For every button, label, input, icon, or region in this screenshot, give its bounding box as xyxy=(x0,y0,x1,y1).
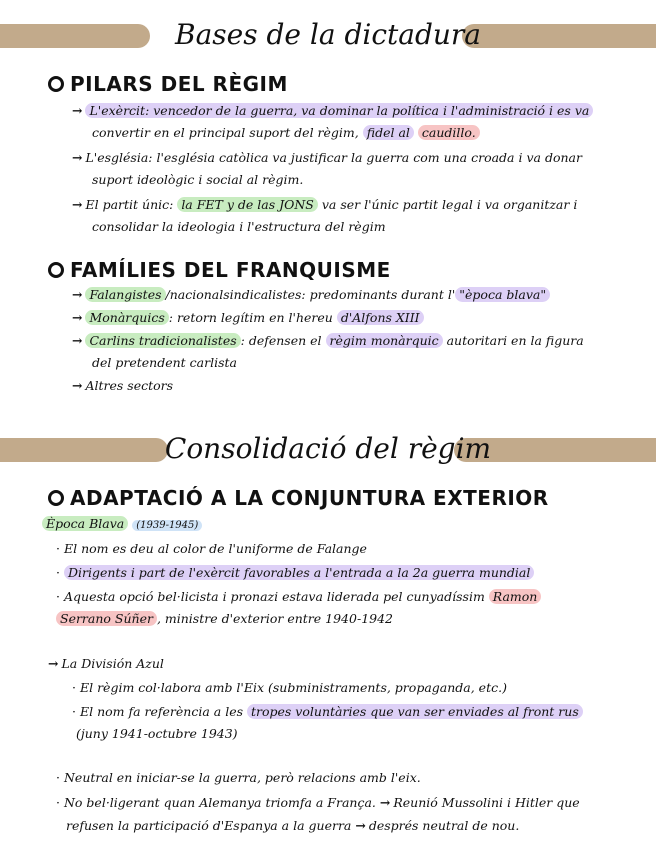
highlight-text: Carlins tradicionalistes xyxy=(85,333,240,348)
bullet-dot-icon: · xyxy=(72,680,76,695)
bullet-dot-icon: · xyxy=(56,589,60,604)
text: després neutral de nou. xyxy=(368,818,520,833)
text: : retorn legítim en l'hereu xyxy=(168,310,337,325)
family-altres xyxy=(72,376,173,396)
text: suport ideològic i social al règim. xyxy=(92,172,304,187)
arrow-icon: → xyxy=(72,103,83,118)
arrow-icon: → xyxy=(72,287,83,302)
family-falangistes xyxy=(72,285,550,305)
pilar-partit-line1 xyxy=(72,195,577,215)
highlight-text: Serrano Súñer xyxy=(56,611,157,626)
highlight-text: Dirigents i part de l'exèrcit favorables a l'entrada a la 2a guerra mundial xyxy=(64,565,534,580)
text: refusen la participació d'Espanya a la guerra xyxy=(66,818,352,833)
highlight-text: d'Alfons XIII xyxy=(337,310,424,325)
bullet-dot-icon: · xyxy=(56,795,60,810)
adaptacio-b1 xyxy=(56,539,367,559)
highlight-text: Ramon xyxy=(489,589,542,604)
text: Aquesta opció bel·licista i pronazi estava liderada pel cunyadíssim xyxy=(63,589,489,604)
arrow-icon: → xyxy=(72,197,83,212)
circle-bullet-icon xyxy=(48,76,64,92)
text: L'església: l'església catòlica va justificar la guerra com una croada i va donar xyxy=(85,150,582,165)
final-f3 xyxy=(66,816,519,836)
text: Altres sectors xyxy=(85,378,174,393)
text: El partit únic: xyxy=(85,197,178,212)
heading-adaptacio xyxy=(48,486,549,510)
text: (juny 1941-octubre 1943) xyxy=(76,726,238,741)
bullet-dot-icon: · xyxy=(56,565,60,580)
adaptacio-b3 xyxy=(56,587,541,607)
text: El nom fa referència a les xyxy=(79,704,247,719)
heading-text: PILARS DEL RÈGIM xyxy=(70,72,288,96)
section-band-consolidacio xyxy=(0,432,656,466)
highlight-text: Falangistes xyxy=(85,287,165,302)
divisio-s1 xyxy=(72,678,507,698)
highlight-text: la FET y de las JONS xyxy=(177,197,318,212)
divisio-s2 xyxy=(72,702,583,722)
text: Neutral en iniciar-se la guerra, però relacions amb l'eix. xyxy=(63,770,421,785)
pilar-esglesia-line2 xyxy=(92,170,303,190)
date-badge: (1939-1945) xyxy=(132,520,202,531)
text: va ser l'únic partit legal i va organitzar i xyxy=(317,197,578,212)
highlight-text: caudillo. xyxy=(418,125,480,140)
highlight-text: Època Blava xyxy=(42,516,128,531)
text: convertir en el principal suport del règim, xyxy=(92,125,363,140)
text: No bel·ligerant quan Alemanya triomfa a França. xyxy=(63,795,376,810)
family-carlins-line2 xyxy=(92,353,237,373)
highlight-text: Monàrquics xyxy=(85,310,168,325)
text: La División Azul xyxy=(61,656,164,671)
arrow-icon: → xyxy=(72,150,83,165)
arrow-icon: → xyxy=(72,333,83,348)
highlight-text: règim monàrquic xyxy=(326,333,443,348)
adaptacio-b4 xyxy=(56,609,393,629)
arrow-icon: → xyxy=(72,378,83,393)
bullet-dot-icon: · xyxy=(56,541,60,556)
heading-families xyxy=(48,258,391,282)
heading-pilars xyxy=(48,72,288,96)
text: /nacionalsindicalistes: predominants durant l' xyxy=(165,287,456,302)
arrow-icon: → xyxy=(379,795,391,810)
adaptacio-b2 xyxy=(56,563,534,583)
highlight-text: "època blava" xyxy=(455,287,550,302)
text: del pretendent carlista xyxy=(92,355,237,370)
text: El nom es deu al color de l'uniforme de Falange xyxy=(63,541,367,556)
arrow-icon: → xyxy=(72,310,83,325)
highlight-text: tropes voluntàries que van ser enviades al front rus xyxy=(247,704,583,719)
circle-bullet-icon xyxy=(48,490,64,506)
bullet-dot-icon: · xyxy=(56,770,60,785)
pilar-exercit-line2 xyxy=(92,123,480,143)
section-title: Bases de la dictadura xyxy=(175,18,481,51)
bullet-dot-icon: · xyxy=(72,704,76,719)
final-f1 xyxy=(56,768,421,788)
text: : defensen el xyxy=(240,333,326,348)
text: Reunió Mussolini i Hitler que xyxy=(393,795,580,810)
section-title: Consolidació del règim xyxy=(164,432,492,465)
family-carlins-line1 xyxy=(72,331,584,351)
final-f2 xyxy=(56,793,580,813)
family-monarquics xyxy=(72,308,424,328)
pilar-esglesia-line1 xyxy=(72,148,582,168)
text: consolidar la ideologia i l'estructura del règim xyxy=(92,219,386,234)
section-band-bases xyxy=(0,18,656,52)
text: , ministre d'exterior entre 1940-1942 xyxy=(156,611,394,626)
text: El règim col·labora amb l'Eix (subministraments, propaganda, etc.) xyxy=(79,680,507,695)
highlight-text: fidel al xyxy=(363,125,414,140)
heading-text: ADAPTACIÓ A LA CONJUNTURA EXTERIOR xyxy=(70,486,549,510)
text: autoritari en la figura xyxy=(442,333,584,348)
arrow-icon: → xyxy=(355,818,366,833)
heading-text: FAMÍLIES DEL FRANQUISME xyxy=(70,258,391,282)
divisio-heading xyxy=(48,654,164,674)
divisio-s3 xyxy=(76,724,238,744)
highlight-text: L'exèrcit: vencedor de la guerra, va dominar la política i l'administració i es va xyxy=(85,103,593,118)
arrow-icon: → xyxy=(48,656,59,671)
circle-bullet-icon xyxy=(48,262,64,278)
epoca-blava-label xyxy=(42,514,202,536)
pilar-exercit-line1 xyxy=(72,101,593,121)
pilar-partit-line2 xyxy=(92,217,386,237)
